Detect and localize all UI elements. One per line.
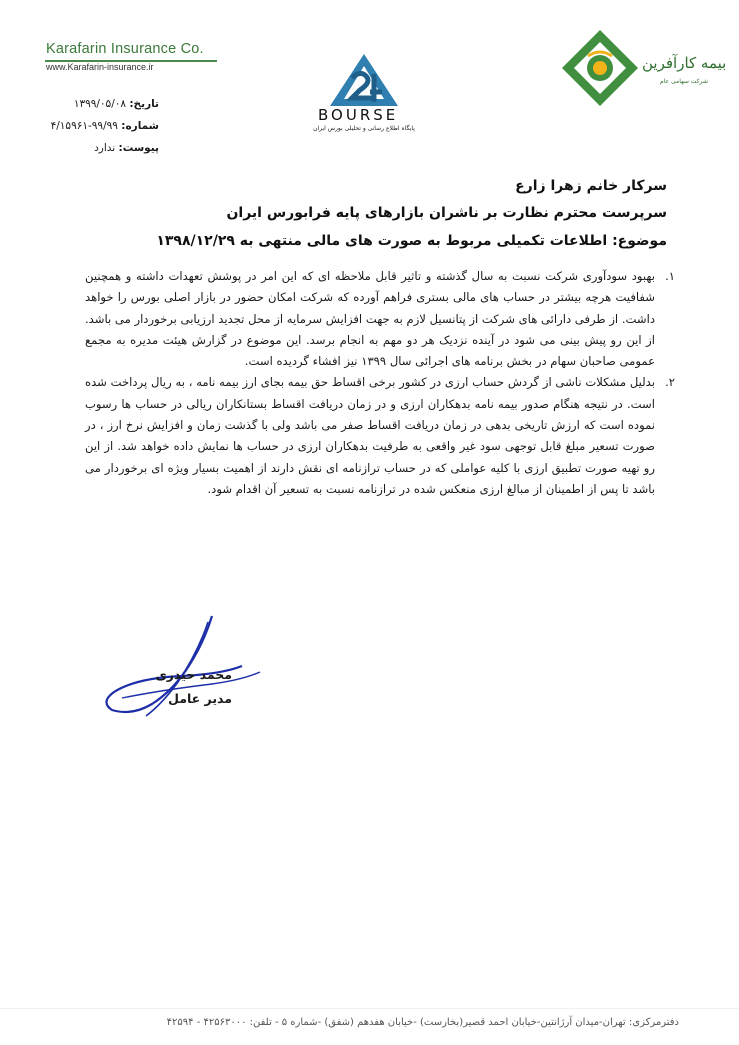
- number-label: شماره:: [121, 120, 159, 132]
- recipient-title: سرپرست محترم نظارت بر ناشران بازارهای پایه فرابورس ایران: [226, 205, 667, 221]
- karafarin-logo-subtext: شرکت سهامی عام: [660, 78, 708, 85]
- letter-subject: موضوع: اطلاعات تکمیلی مربوط به صورت های مالی منتهی به ۱۳۹۸/۱۲/۲۹: [156, 233, 667, 249]
- bourse-logo-text: BOURSE: [318, 106, 399, 124]
- company-name: Karafarin Insurance Co.: [46, 41, 204, 57]
- list-item-number: ۲.: [665, 375, 675, 390]
- signatory-title: مدیر عامل: [168, 691, 232, 706]
- letter-attachment: [94, 142, 159, 154]
- recipient-name: سرکار خانم زهرا زارع: [515, 178, 667, 194]
- list-item-text: بهبود سودآوری شرکت نسبت به سال گذشته و تاثیر قابل ملاحظه ای که این امر در پوشش تعهدات داشته و همچنین شفافیت هرچه بیشتر در حساب های مالی بستری فراهم آورده که شرکت امکان حضور در بازار اصلی بورس را خواهد داشت. از طرفی دارائی های شرکت از پتانسیل لازم به جهت افزایش سرمایه از محل تجدید ارزیابی برخوردار می باشد. از این رو پیش بینی می شود در آینده نزدیک هر دو مهم به انجام برسد. این موضوع در گزارش هیئت مدیره به مجمع عمومی صاحبان سهام در بخش برنامه های اجرائی سال ۱۳۹۹ نیز افشاء گردیده است.: [85, 269, 655, 369]
- letter-date: [74, 98, 159, 110]
- date-label: تاریخ:: [129, 98, 159, 110]
- date-value: ۱۳۹۹/۰۵/۰۸: [73, 98, 127, 110]
- signatory-name: محمد حیدری: [155, 667, 232, 682]
- karafarin-emblem-icon: [560, 28, 640, 108]
- company-url: www.Karafarin-insurance.ir: [46, 62, 154, 72]
- karafarin-logo-text: بیمه کارآفرین: [642, 54, 727, 72]
- list-item: [85, 372, 675, 500]
- bourse-logo: [300, 50, 428, 140]
- letter-body: [85, 266, 675, 500]
- list-item-number: ۱.: [665, 269, 675, 283]
- list-item-text: بدلیل مشکلات ناشی از گردش حساب ارزی در کشور برخی اقساط حق بیمه بجای ارز بیمه نامه ، به ریال پرداخت شده است. در نتیجه هنگام صدور بیمه نامه بدهکاران ارزی و در زمان دریافت اقساط بستانکاران ریالی در حساب ها رسوب نموده است که ارزش تاریخی بدهی در زمان دریافت اقساط صفر می باشد ولی با گذشت زمان و افزایش نرخ ارز ، در صورت تسعیر مبلغ قابل توجهی سود غیر واقعی به طرفیت بدهکاران ارزی در حساب ها نمایش داده خواهد شد. از این رو تهیه صورت تطبیق ارزی با کلیه عواملی که در حساب ترازنامه ای نقش دارند از اهمیت بسیار ویژه ای برخوردار می باشد تا پس از اطمینان از مبالغ ارزی منعکس شده در ترازنامه نسبت به تسعیر آن اقدام شود.: [85, 375, 655, 496]
- letter-number: [51, 120, 159, 132]
- attachment-label: پیوست:: [118, 142, 159, 154]
- footer-divider: [0, 1008, 739, 1009]
- list-item: [85, 266, 675, 372]
- number-value: ۹۹/۹۹-۴/۱۵۹۶۱: [50, 120, 118, 132]
- attachment-value: ندارد: [94, 142, 116, 154]
- karafarin-logo: [560, 20, 727, 115]
- footer-address: دفترمرکزی: تهران-میدان آرژانتین-خیابان احمد قصیر(بخارست) -خیابان هفدهم (شفق) -شماره ۵ - تلفن: ۴۲۵۶۳۰۰۰ - ۴۲۵۹۴: [166, 1017, 679, 1028]
- bourse-logo-subtext: پایگاه اطلاع رسانی و تحلیلی بورس ایران: [313, 125, 415, 132]
